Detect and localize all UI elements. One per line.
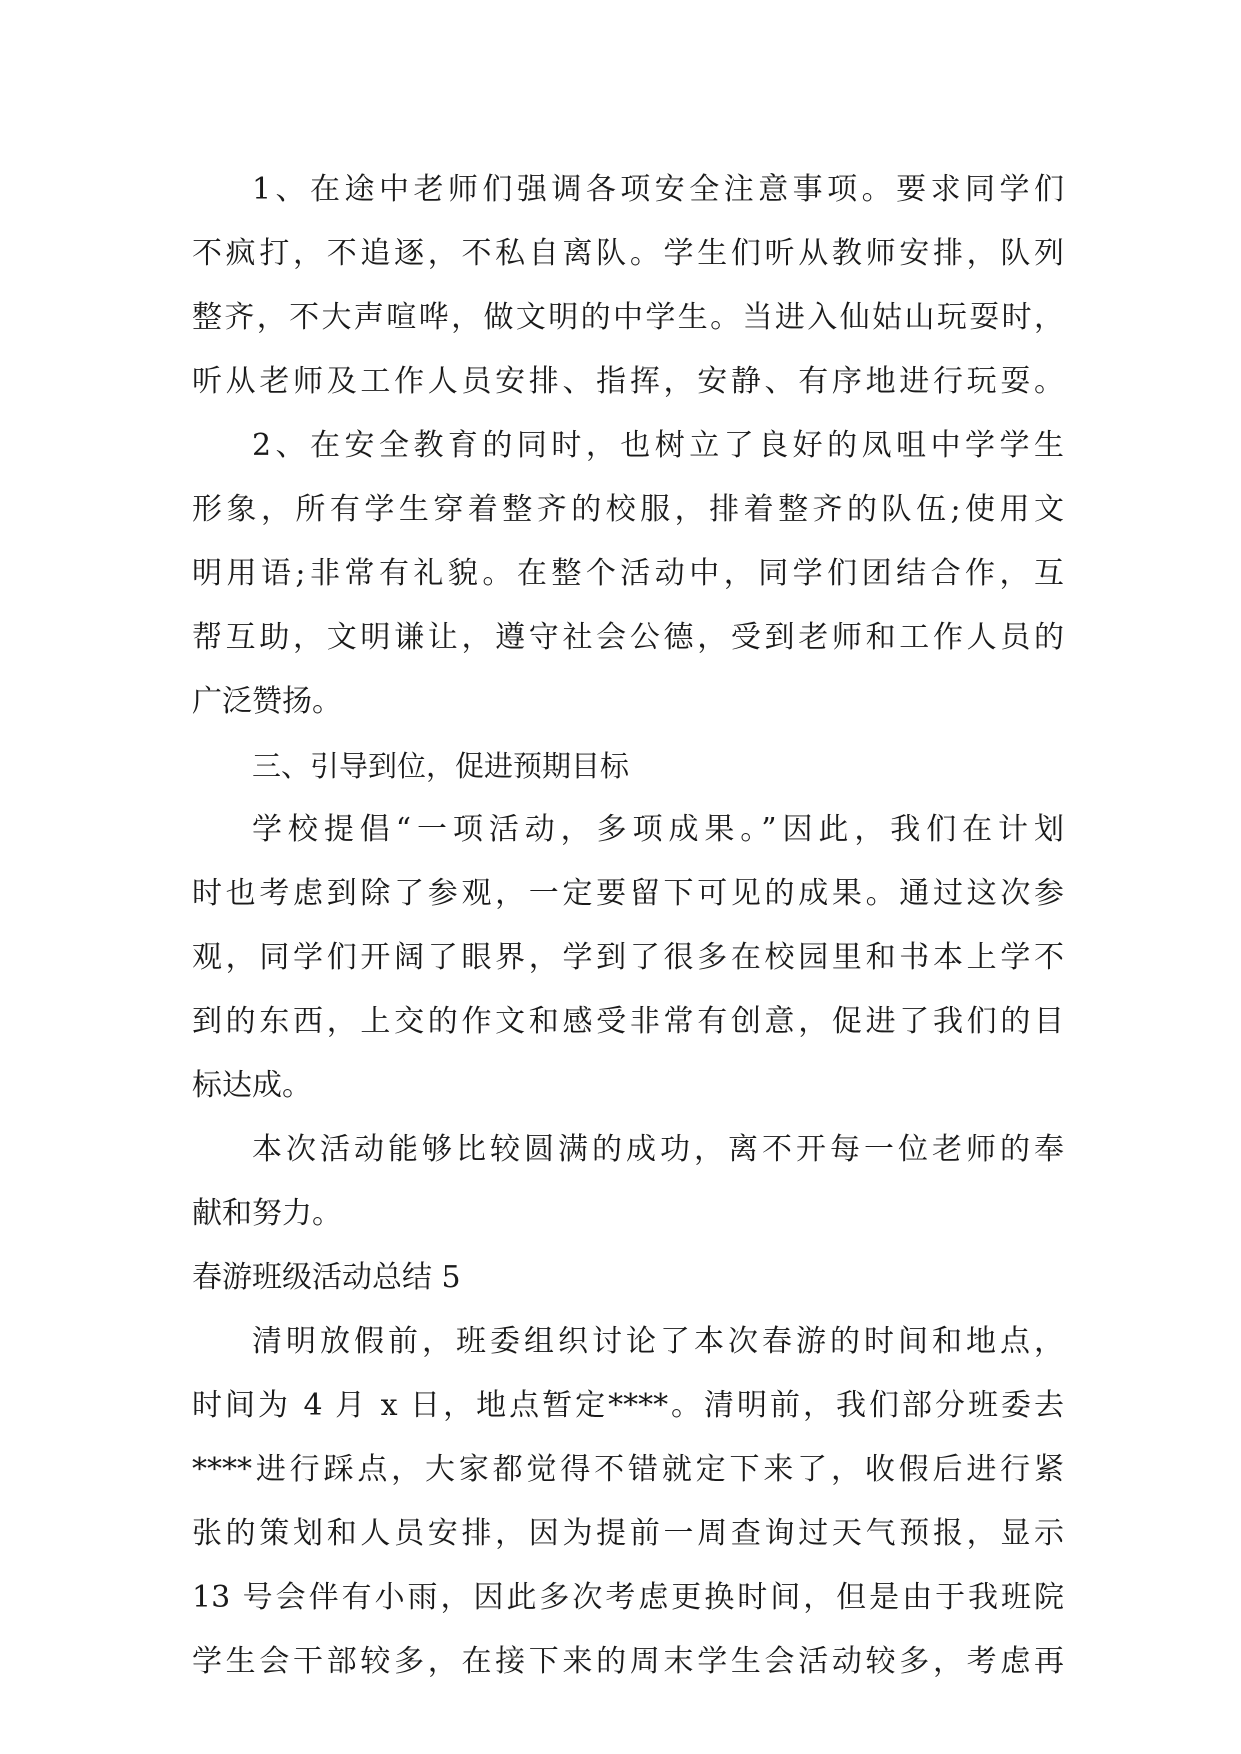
text-line: 到的东西，上交的作文和感受非常有创意，促进了我们的目 xyxy=(192,1004,1064,1039)
text-line: 献和努力。 xyxy=(192,1196,342,1231)
paragraph-safety-notes xyxy=(192,158,1064,414)
text-line: 明用语;非常有礼貌。在整个活动中，同学们团结合作，互 xyxy=(192,556,1064,591)
text-line: ****进行踩点，大家都觉得不错就定下来了，收假后进行紧 xyxy=(192,1452,1064,1487)
text-line: 本次活动能够比较圆满的成功，离不开每一位老师的奉 xyxy=(252,1132,1064,1167)
text-line: 张的策划和人员安排，因为提前一周查询过天气预报，显示 xyxy=(192,1516,1064,1551)
text-line: 整齐，不大声喧哗，做文明的中学生。当进入仙姑山玩耍时， xyxy=(192,300,1064,335)
text-line: 学生会干部较多，在接下来的周末学生会活动较多，考虑再 xyxy=(192,1644,1064,1679)
text-line: 时也考虑到除了参观，一定要留下可见的成果。通过这次参 xyxy=(192,876,1064,911)
paragraph-spring-outing xyxy=(192,1310,1064,1694)
text-line: 标达成。 xyxy=(192,1068,312,1103)
paragraph-outcomes xyxy=(192,798,1064,1118)
text-line: 帮互助，文明谦让，遵守社会公德，受到老师和工作人员的 xyxy=(192,620,1064,655)
paragraph-thanks xyxy=(192,1118,1064,1246)
text-line: 学校提倡“一项活动，多项成果。”因此，我们在计划 xyxy=(252,812,1064,847)
text-line: 1、在途中老师们强调各项安全注意事项。要求同学们 xyxy=(252,172,1064,207)
text-line: 2、在安全教育的同时，也树立了良好的凤咀中学学生 xyxy=(252,428,1064,463)
text-line: 广泛赞扬。 xyxy=(192,684,342,719)
text-line: 不疯打，不追逐，不私自离队。学生们听从教师安排，队列 xyxy=(192,236,1064,271)
document-page xyxy=(192,158,1064,1694)
subheading-text: 三、引导到位，促进预期目标 xyxy=(252,749,630,783)
text-line: 清明放假前，班委组织讨论了本次春游的时间和地点， xyxy=(252,1324,1064,1359)
paragraph-school-image xyxy=(192,414,1064,734)
text-line: 观，同学们开阔了眼界，学到了很多在校园里和书本上学不 xyxy=(192,940,1064,975)
text-line: 听从老师及工作人员安排、指挥，安静、有序地进行玩耍。 xyxy=(192,364,1064,399)
text-line: 形象，所有学生穿着整齐的校服，排着整齐的队伍;使用文 xyxy=(192,492,1064,527)
text-line: 13 号会伴有小雨，因此多次考虑更换时间，但是由于我班院 xyxy=(192,1580,1064,1615)
subheading-guidance xyxy=(192,734,1064,798)
text-line: 时间为 4 月 x 日，地点暂定****。清明前，我们部分班委去 xyxy=(192,1388,1064,1423)
section-title: 春游班级活动总结 5 xyxy=(192,1260,461,1295)
